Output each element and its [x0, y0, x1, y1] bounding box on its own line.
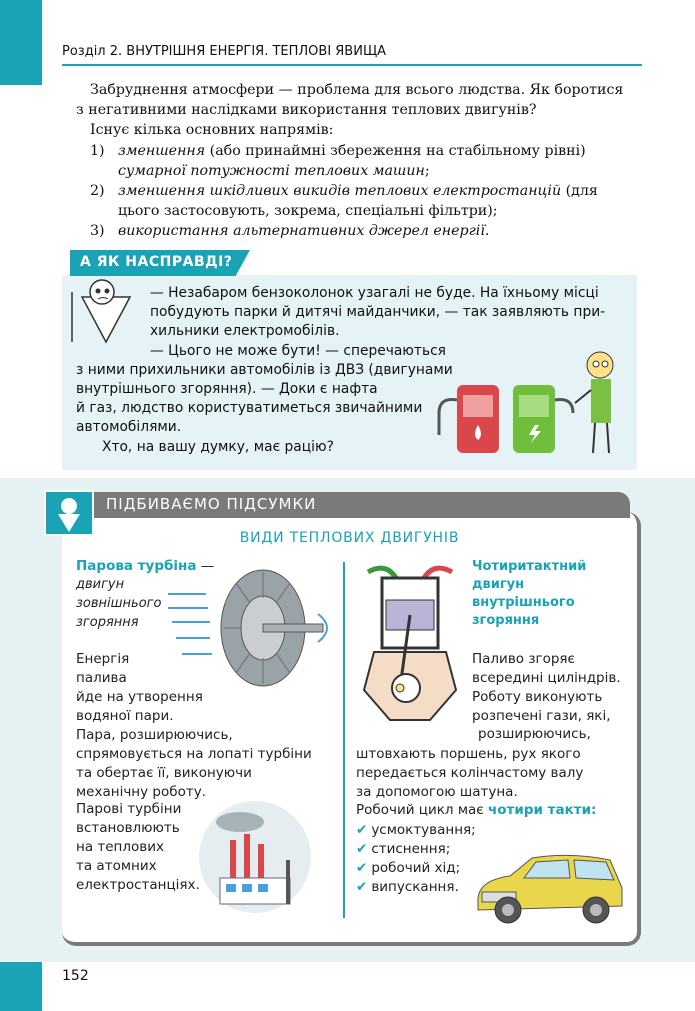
callout-p1-l2: побудують парки й дитячі майданчики, — так заявляють при- — [150, 304, 606, 320]
stroke-3: робочий хід; — [371, 860, 461, 876]
top-edge-bar — [0, 0, 42, 85]
turbine-usage-1: Парові турбіни — [76, 801, 182, 817]
callout-p1-l1: — Незабаром бензоколонок узагалі не буде. На їхньому місці — [150, 285, 599, 301]
callout-p2-l1: — Цього не може бути! — сперечаються — [150, 343, 446, 359]
turbine-desc-1: Енергія — [76, 651, 130, 667]
checkmark-icon: ✔ — [356, 860, 368, 876]
turbine-desc-8: механічну роботу. — [76, 784, 206, 800]
callout-title: А ЯК НАСПРАВДІ? — [80, 254, 233, 270]
page-number: 152 — [62, 968, 89, 984]
list-item-1-tail: ; — [424, 163, 430, 179]
list-item-1-italic: зменшення — [118, 143, 206, 159]
list-item-2-italic: зменшення шкідливих викидів теплових електростанцій — [118, 183, 562, 199]
section-header: Розділ 2. ВНУТРІШНЯ ЕНЕРГІЯ. ТЕПЛОВІ ЯВИЩА — [62, 44, 387, 59]
fuel-and-charging-pumps-icon — [425, 345, 635, 465]
checkmark-icon: ✔ — [356, 841, 368, 857]
summary-title: ПІДБИВАЄМО ПІДСУМКИ — [106, 495, 317, 513]
list-item-1-italic2: сумарної потужності теплових машин — [118, 163, 425, 179]
strokes-list — [356, 821, 476, 897]
cycle-line — [356, 802, 596, 818]
list-item-1-text: (або принаймні збереження на стабільному рівні) — [205, 143, 586, 159]
steam-turbine-sub2: зовнішнього — [76, 596, 162, 611]
ice-desc-4: розпечені гази, які, — [472, 708, 611, 724]
checkmark-icon: ✔ — [356, 879, 368, 895]
callout-p1-l3: хильники електромобілів. — [150, 323, 340, 339]
ice-desc-bottom — [356, 745, 583, 802]
car-icon — [470, 848, 630, 928]
list-item-3 — [118, 222, 489, 242]
list-item-3-tail: . — [484, 223, 490, 239]
ice-desc-2: всередині циліндрів. — [472, 670, 621, 686]
callout-p2-l2: з ними прихильники автомобілів із ДВЗ (двигунами — [76, 362, 453, 378]
steam-turbine-usage — [76, 800, 200, 895]
turbine-usage-5: електростанціях. — [76, 877, 200, 893]
list-item-2-num: 2) — [90, 183, 105, 199]
intro-line-3: Існує кілька основних напрямів: — [90, 122, 334, 138]
ice-desc-8: за допомогою шатуна. — [356, 784, 518, 800]
ice-heading-2: двигун — [472, 577, 525, 592]
turbine-desc-5: Пара, розширюючись, — [76, 727, 233, 743]
ice-engine-icon — [360, 560, 460, 722]
list-item-2-line2: цього застосовують, зокрема, спеціальні фільтри); — [118, 203, 498, 219]
stroke-item — [356, 859, 476, 878]
steam-turbine-heading: Парова турбіна — [76, 558, 197, 574]
turbine-usage-4: та атомних — [76, 858, 157, 874]
list-item-2 — [118, 182, 640, 202]
stroke-item — [356, 840, 476, 859]
turbine-desc-7: та обертає її, виконуючи — [76, 765, 252, 781]
ice-heading-1: Чотиритактний — [472, 559, 587, 574]
ice-desc-6: штовхають поршень, рух якого — [356, 746, 581, 762]
ice-desc-top — [472, 650, 621, 726]
list-item-1-line2 — [118, 162, 430, 182]
list-item-1-num: 1) — [90, 143, 105, 159]
header-divider — [62, 64, 642, 66]
steam-turbine-sub1: двигун — [76, 577, 125, 592]
stroke-4: випускання. — [371, 879, 459, 895]
list-item-3-italic: використання альтернативних джерел енергії — [118, 223, 485, 239]
intro-line-2: з негативними наслідками використання теплових двигунів? — [76, 102, 537, 118]
steam-turbine-dash: — — [196, 558, 215, 574]
thinking-character-icon — [62, 272, 142, 352]
ice-desc-5: розширюючись, — [478, 726, 591, 742]
power-station-icon — [190, 800, 320, 915]
stroke-2: стиснення; — [371, 841, 451, 857]
engine-types-title: ВИДИ ТЕПЛОВИХ ДВИГУНІВ — [239, 530, 460, 546]
ice-desc-1: Паливо згоряє — [472, 651, 575, 667]
turbine-desc-2: палива — [76, 670, 127, 686]
list-item-1 — [118, 142, 640, 162]
steam-turbine-desc — [76, 650, 312, 802]
ice-heading-4: згоряння — [472, 613, 540, 628]
list-item-3-num: 3) — [90, 223, 105, 239]
column-divider — [343, 562, 345, 918]
turbine-desc-6: спрямовується на лопаті турбіни — [76, 746, 312, 762]
callout-p2-l5: автомобілями. — [76, 419, 182, 435]
stroke-1: усмоктування; — [371, 822, 476, 838]
ice-desc-3: Роботу виконують — [472, 689, 603, 705]
steam-turbine-sub3: згоряння — [76, 615, 139, 630]
bottom-edge-bar — [0, 962, 42, 1011]
cycle-strokes-label: чотири такти: — [488, 802, 597, 818]
stroke-item — [356, 821, 476, 840]
checkmark-icon: ✔ — [356, 822, 368, 838]
ice-heading-3: внутрішнього — [472, 595, 575, 610]
turbine-desc-4: водяної пари. — [76, 708, 174, 724]
cycle-text: Робочий цикл має — [356, 802, 488, 818]
callout-p2-l3: внутрішнього згоряння). — Доки є нафта — [76, 381, 378, 397]
turbine-desc-3: йде на утворення — [76, 689, 203, 705]
stroke-item — [356, 878, 476, 897]
turbine-usage-3: на теплових — [76, 839, 164, 855]
ice-desc-7: передається колінчастому валу — [356, 765, 584, 781]
ice-heading — [472, 558, 586, 630]
intro-line-1: Забруднення атмосфери — проблема для всього людства. Як боротися — [90, 82, 624, 98]
list-item-2-text: (для — [561, 183, 598, 199]
turbine-usage-2: встановлюють — [76, 820, 180, 836]
callout-p3: Хто, на вашу думку, має рацію? — [102, 439, 334, 455]
callout-p2-l4: й газ, людство користуватиметься звичайними — [76, 400, 423, 416]
